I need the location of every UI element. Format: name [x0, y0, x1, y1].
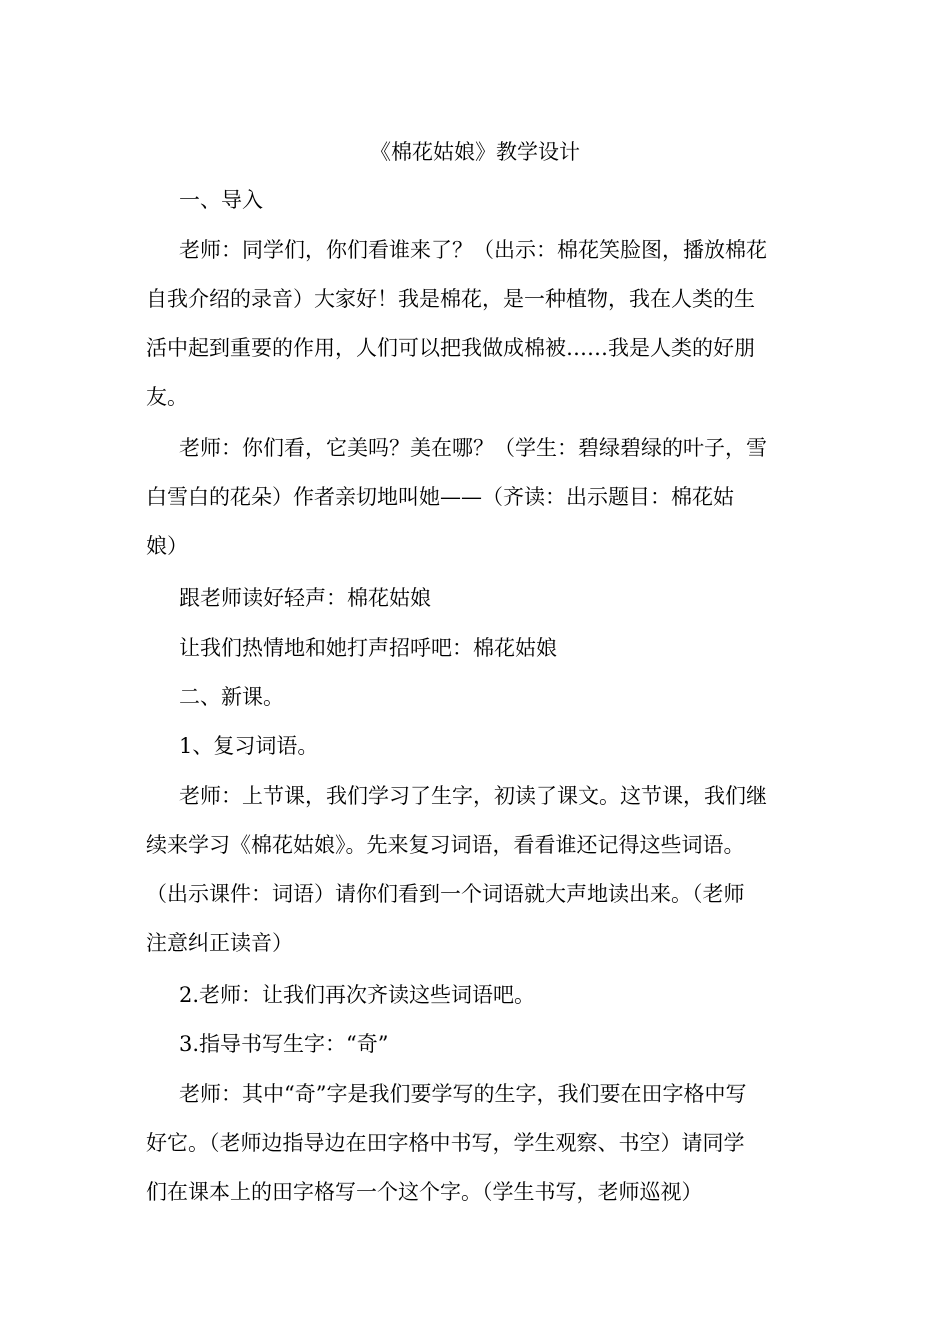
paragraph-line: 3.指导书写生字：“奇”: [179, 1032, 389, 1056]
paragraph-line: 娘）: [146, 534, 188, 558]
paragraph-teacher-writing: [146, 1070, 806, 1217]
paragraph-line: 1、复习词语。: [179, 734, 319, 758]
paragraph-line: 老师：你们看，它美吗？美在哪？（学生：碧绿碧绿的叶子，雪: [179, 436, 767, 460]
paragraph-read-together: [146, 971, 806, 1020]
paragraph-teacher-question: [146, 424, 806, 571]
paragraph-line: 老师：其中“奇”字是我们要学写的生字，我们要在田字格中写: [179, 1082, 747, 1106]
paragraph-teacher-intro: [146, 226, 806, 422]
paragraph-line: 自我介绍的录音）大家好！我是棉花，是一种植物，我在人类的生: [146, 287, 755, 311]
paragraph-read-softly: [146, 574, 806, 623]
paragraph-line: 一、导入: [179, 188, 263, 212]
paragraph-line: 跟老师读好轻声：棉花姑娘: [179, 586, 431, 610]
paragraph-teacher-review: [146, 772, 806, 968]
paragraph-line: （出示课件：词语）请你们看到一个词语就大声地读出来。（老师: [146, 882, 745, 906]
document-title: 《棉花姑娘》教学设计: [370, 140, 580, 164]
paragraph-line: 二、新课。: [179, 685, 284, 709]
paragraph-line: 老师：上节课，我们学习了生字，初读了课文。这节课，我们继: [179, 784, 767, 808]
paragraph-line: 续来学习《棉花姑娘》。先来复习词语，看看谁还记得这些词语。: [146, 833, 745, 857]
paragraph-review-words-heading: [146, 722, 806, 771]
paragraph-intro-heading: [146, 176, 806, 225]
paragraph-line: 白雪白的花朵）作者亲切地叫她——（齐读：出示题目：棉花姑: [146, 485, 734, 509]
paragraph-line: 老师：同学们，你们看谁来了？（出示：棉花笑脸图，播放棉花: [179, 238, 767, 262]
paragraph-writing-guide-heading: [146, 1020, 806, 1069]
paragraph-greet: [146, 624, 806, 673]
paragraph-line: 们在课本上的田字格写一个这个字。（学生书写，老师巡视）: [146, 1180, 703, 1204]
paragraph-line: 2.老师：让我们再次齐读这些词语吧。: [179, 983, 536, 1007]
paragraph-line: 注意纠正读音）: [146, 931, 293, 955]
paragraph-line: 活中起到重要的作用，人们可以把我做成棉被……我是人类的好朋: [146, 336, 755, 360]
paragraph-line: 好它。（老师边指导边在田字格中书写，学生观察、书空）请同学: [146, 1131, 745, 1155]
paragraph-line: 友。: [146, 385, 188, 409]
paragraph-new-lesson-heading: [146, 673, 806, 722]
paragraph-line: 让我们热情地和她打声招呼吧：棉花姑娘: [179, 636, 557, 660]
